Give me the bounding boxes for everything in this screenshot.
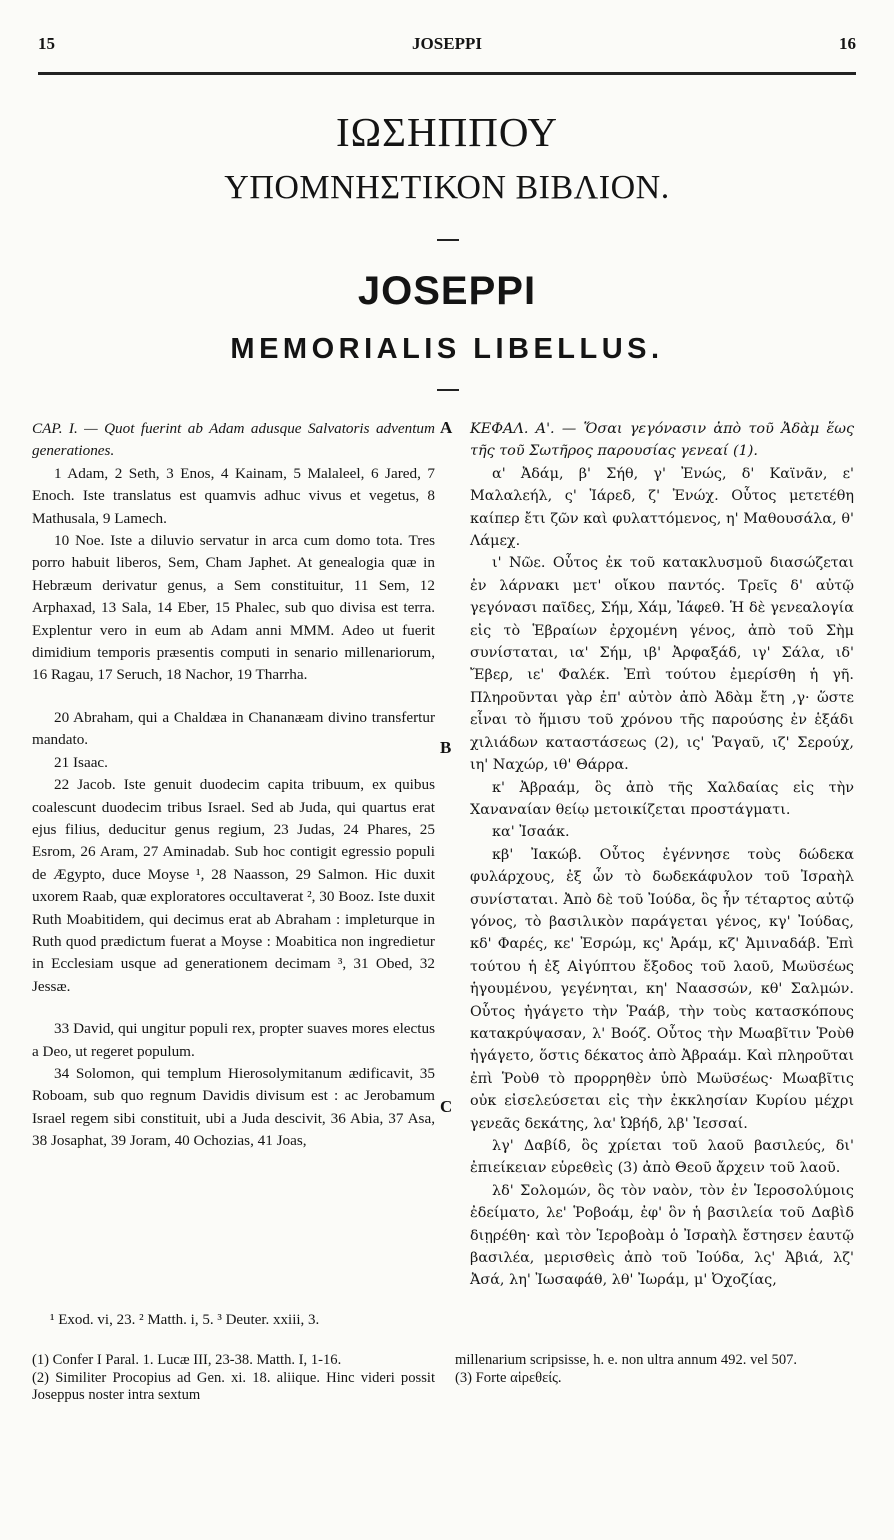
paragraph: 33 David, qui ungitur populi rex, propter suaves mores electus a Deo, ut regeret populum. xyxy=(32,1020,435,1060)
footnote: millenarium scripsisse, h. e. non ultra annum 492. vel 507. xyxy=(455,1352,798,1368)
title-divider xyxy=(437,389,459,391)
greek-subtitle: ΥΠΟΜΝΗΣΤΙΚΟΝ ΒΙΒΛΙΟΝ. xyxy=(224,169,670,206)
paragraph: κ' Ἀβραάμ, ὃς ἀπὸ τῆς Χαλδαίας εἰς τὴν Χαναναίαν θείῳ μετοικίζεται προστάγματι. xyxy=(470,779,854,818)
paragraph: 20 Abraham, qui a Chaldæa in Chananæam divino transfertur mandato. xyxy=(32,708,435,749)
footnote: (1) Confer I Paral. 1. Lucæ III, 23-38. Matth. I, 1-16. xyxy=(32,1352,342,1368)
chapter-heading: CAP. I. — Quot fuerint ab Adam adusque Salvatoris adventum generationes. xyxy=(32,420,435,460)
header-rule xyxy=(38,72,856,75)
running-header xyxy=(30,34,864,58)
paragraph: 21 Isaac. xyxy=(54,753,108,771)
paragraph: α' Ἀδάμ, β' Σήθ, γ' Ἐνώς, δ' Καϊνᾶν, ε' Μαλαλεήλ, ς' Ἰάρεδ, ζ' Ἐνώχ. Οὗτος μετετέθη καίπερ ἔτι ζῶν καὶ φυλαττόμενος, η' Μαθουσάλα, θ' Λάμεχ. xyxy=(470,465,854,550)
paragraph: 22 Jacob. Iste genuit duodecim capita tribuum, ex quibus coalescunt duodecim tribus Israel. Sed ab Juda, qui quartus erat ejus filius, deducitur genus regium, 23 Judas, 24 Phares, 25 Esrom, 26 Aram, 27 Aminadab. Sub hoc contigit egressio populi de Ægypto, duce Moyse ¹, 28 Naasson, 29 Salmon. Hic duxit uxorem Raab, quæ exploratores occultaverat ², 30 Booz. Iste duxit Ruth Moabitidem, qui decimus erat ab Abraham : impleturque in Ruth quod prædictum fuerat a Moyse : Moabitica non ingredietur in Ecclesiam usque ad generationem decimam ³, 31 Obed, 32 Jessæ. xyxy=(32,776,435,995)
paragraph: κβ' Ἰακώβ. Οὗτος ἐγέννησε τοὺς δώδεκα φυλάρχους, ἐξ ὧν τὸ δωδεκάφυλον τοῦ Ἰσραὴλ συνίσταται. Ἀπὸ δὲ τοῦ Ἰούδα, ὃς ἦν τέταρτος αὐτῷ γόνος, τὸ βασιλικὸν παράγεται γένος, κγ' Ἰούδας, κδ' Φαρές, κε' Ἐσρώμ, κς' Ἀράμ, κζ' Ἀμιναδάβ. Ἐπὶ τούτου ἡ ἐξ Αἰγύπτου ἔξοδος τοῦ λαοῦ, Μωϋσέως ἡγουμένου, γεγένηται, κη' Ναασσών, κθ' Σαλμών. Οὗτος ἠγάγετο τὴν Ῥαάβ, τὴν τοὺς κατασκόπους κατακρύψασαν, λ' Βοόζ. Οὗτος τὴν Μωαβῖτιν Ῥοὺθ ἠγάγετο, ὅστις δέκατος ἀπὸ Ἀβραάμ. Καὶ πληροῦται ἐπὶ Ῥοὺθ τὸ προρρηθὲν ὑπὸ Μωϋσέως· Μωαβῖτις οὐκ εἰσελεύσεται εἰς τὴν ἐκκλησίαν Κυρίου μέχρι γενεᾶς δεκάτης, λα' Ὠβήδ, λβ' Ἰεσσαί. xyxy=(470,846,854,1132)
latin-subtitle: MEMORIALIS LIBELLUS. xyxy=(230,333,664,365)
latin-column xyxy=(32,418,435,1153)
latin-title: JOSEPPI xyxy=(357,269,537,313)
paragraph: λδ' Σολομών, ὃς τὸν ναὸν, τὸν ἐν Ἱεροσολύμοις ἐδείματο, λε' Ῥοβοάμ, ἐφ' ὃν ἡ βασιλεία τοῦ Δαβὶδ διῃρέθη· καὶ τὸν Ἱεροβοὰμ ὁ Ἰσραὴλ ἔστησεν ἑαυτῷ βασιλέα, μερισθεὶς ἀπὸ τοῦ Ἰούδα, λς' Ἀβιά, λζ' Ἀσά, λη' Ἰωσαφάθ, λθ' Ἰωράμ, μ' Ὀχοζίας, xyxy=(470,1182,854,1289)
footnote: (3) Forte αἱρεθείς. xyxy=(455,1369,562,1386)
greek-column xyxy=(470,418,854,1292)
greek-title: ΙΩΣΗΠΠΟΥ xyxy=(336,109,558,155)
page-number-left: 15 xyxy=(38,34,55,53)
paragraph: ι' Νῶε. Οὗτος ἐκ τοῦ κατακλυσμοῦ διασώζεται ἐν λάρνακι μετ' οἴκου παντός. Τρεῖς δ' αὐτῷ γεγόνασι παῖδες, Σήμ, Χάμ, Ἰάφεθ. Ἡ δὲ γενεαλογία εἰς τὸ Ἑβραίων ἐρχομένη γένος, ἀπὸ τοῦ Σὴμ συνίσταται, ια' Σήμ, ιβ' Ἀρφαξάδ, ιγ' Σάλα, ιδ' Ἔβερ, ιε' Φαλέκ. Ἐπὶ τούτου ἐμερίσθη ἡ γῆ. Πληροῦνται γὰρ ἐπ' αὐτὸν ἀπὸ Ἀδὰμ ἔτη ,γ· ὥστε εἶναι τὸ ἥμισυ τοῦ χρόνου τῆς παρούσης ἐν ἑξάδι χιλιάδων καταστάσεως (2), ις' Ῥαγαῦ, ιζ' Σερούχ, ιη' Ναχώρ, ιθ' Θάρρα. xyxy=(470,555,854,774)
footnote: (2) Similiter Procopius ad Gen. xi. 18. aliique. Hinc videri possit Joseppus noster intra sextum xyxy=(32,1369,435,1403)
scripture-references: ¹ Exod. vi, 23. ² Matth. i, 5. ³ Deuter. xxiii, 3. xyxy=(50,1312,320,1328)
footnotes-right xyxy=(455,1352,855,1387)
page-number-right: 16 xyxy=(839,34,856,53)
paragraph: λγ' Δαβίδ, ὃς χρίεται τοῦ λαοῦ βασιλεύς, δι' ἐπιείκειαν εὑρεθεὶς (3) ἀπὸ Θεοῦ ἄρχειν τοῦ λαοῦ. xyxy=(470,1138,854,1177)
paragraph: κα' Ἰσαάκ. xyxy=(492,824,570,841)
footnotes-left xyxy=(32,1352,435,1405)
margin-marker-a: A xyxy=(440,418,453,437)
margin-marker-c: C xyxy=(440,1097,453,1116)
paragraph: 1 Adam, 2 Seth, 3 Enos, 4 Kainam, 5 Malaleel, 6 Jared, 7 Enoch. Iste translatus est quamvis adhuc vivus et vegetus, 8 Mathusala, 9 Lamech. xyxy=(32,464,435,527)
chapter-heading: ΚΕΦΑΛ. Α'. — Ὅσαι γεγόνασιν ἀπὸ τοῦ Ἀδὰμ ἕως τῆς τοῦ Σωτῆρος παρουσίας γενεαί (1). xyxy=(470,421,854,460)
paragraph: 10 Noe. Iste a diluvio servatur in arca cum domo tota. Tres porro habuit liberos, Sem, Cham Japhet. At genealogia quæ in Hebræum derivatur genus, a Sem constituitur, 11 Sem, 12 Arphaxad, 13 Sala, 14 Eber, 15 Phalec, sub quo divisa est terra. Explentur vero in eum ab Adam anni MMM. Adeo ut fuerit dimidium temporis præsentis computi in senario millenariorum, 16 Ragau, 17 Seruch, 18 Nachor, 19 Tharrha. xyxy=(32,532,435,684)
margin-marker-b: B xyxy=(440,738,452,757)
paragraph: 34 Solomon, qui templum Hierosolymitanum ædificavit, 35 Roboam, sub quo regnum Davidis divisum est : ac Jerobamum Israel regem sibi constituit, ubi a Juda descivit, 36 Abia, 37 Asa, 38 Josaphat, 39 Joram, 40 Ochozias, 41 Joas, xyxy=(32,1064,435,1150)
running-title: JOSEPPI xyxy=(412,34,482,53)
title-divider xyxy=(437,239,459,241)
